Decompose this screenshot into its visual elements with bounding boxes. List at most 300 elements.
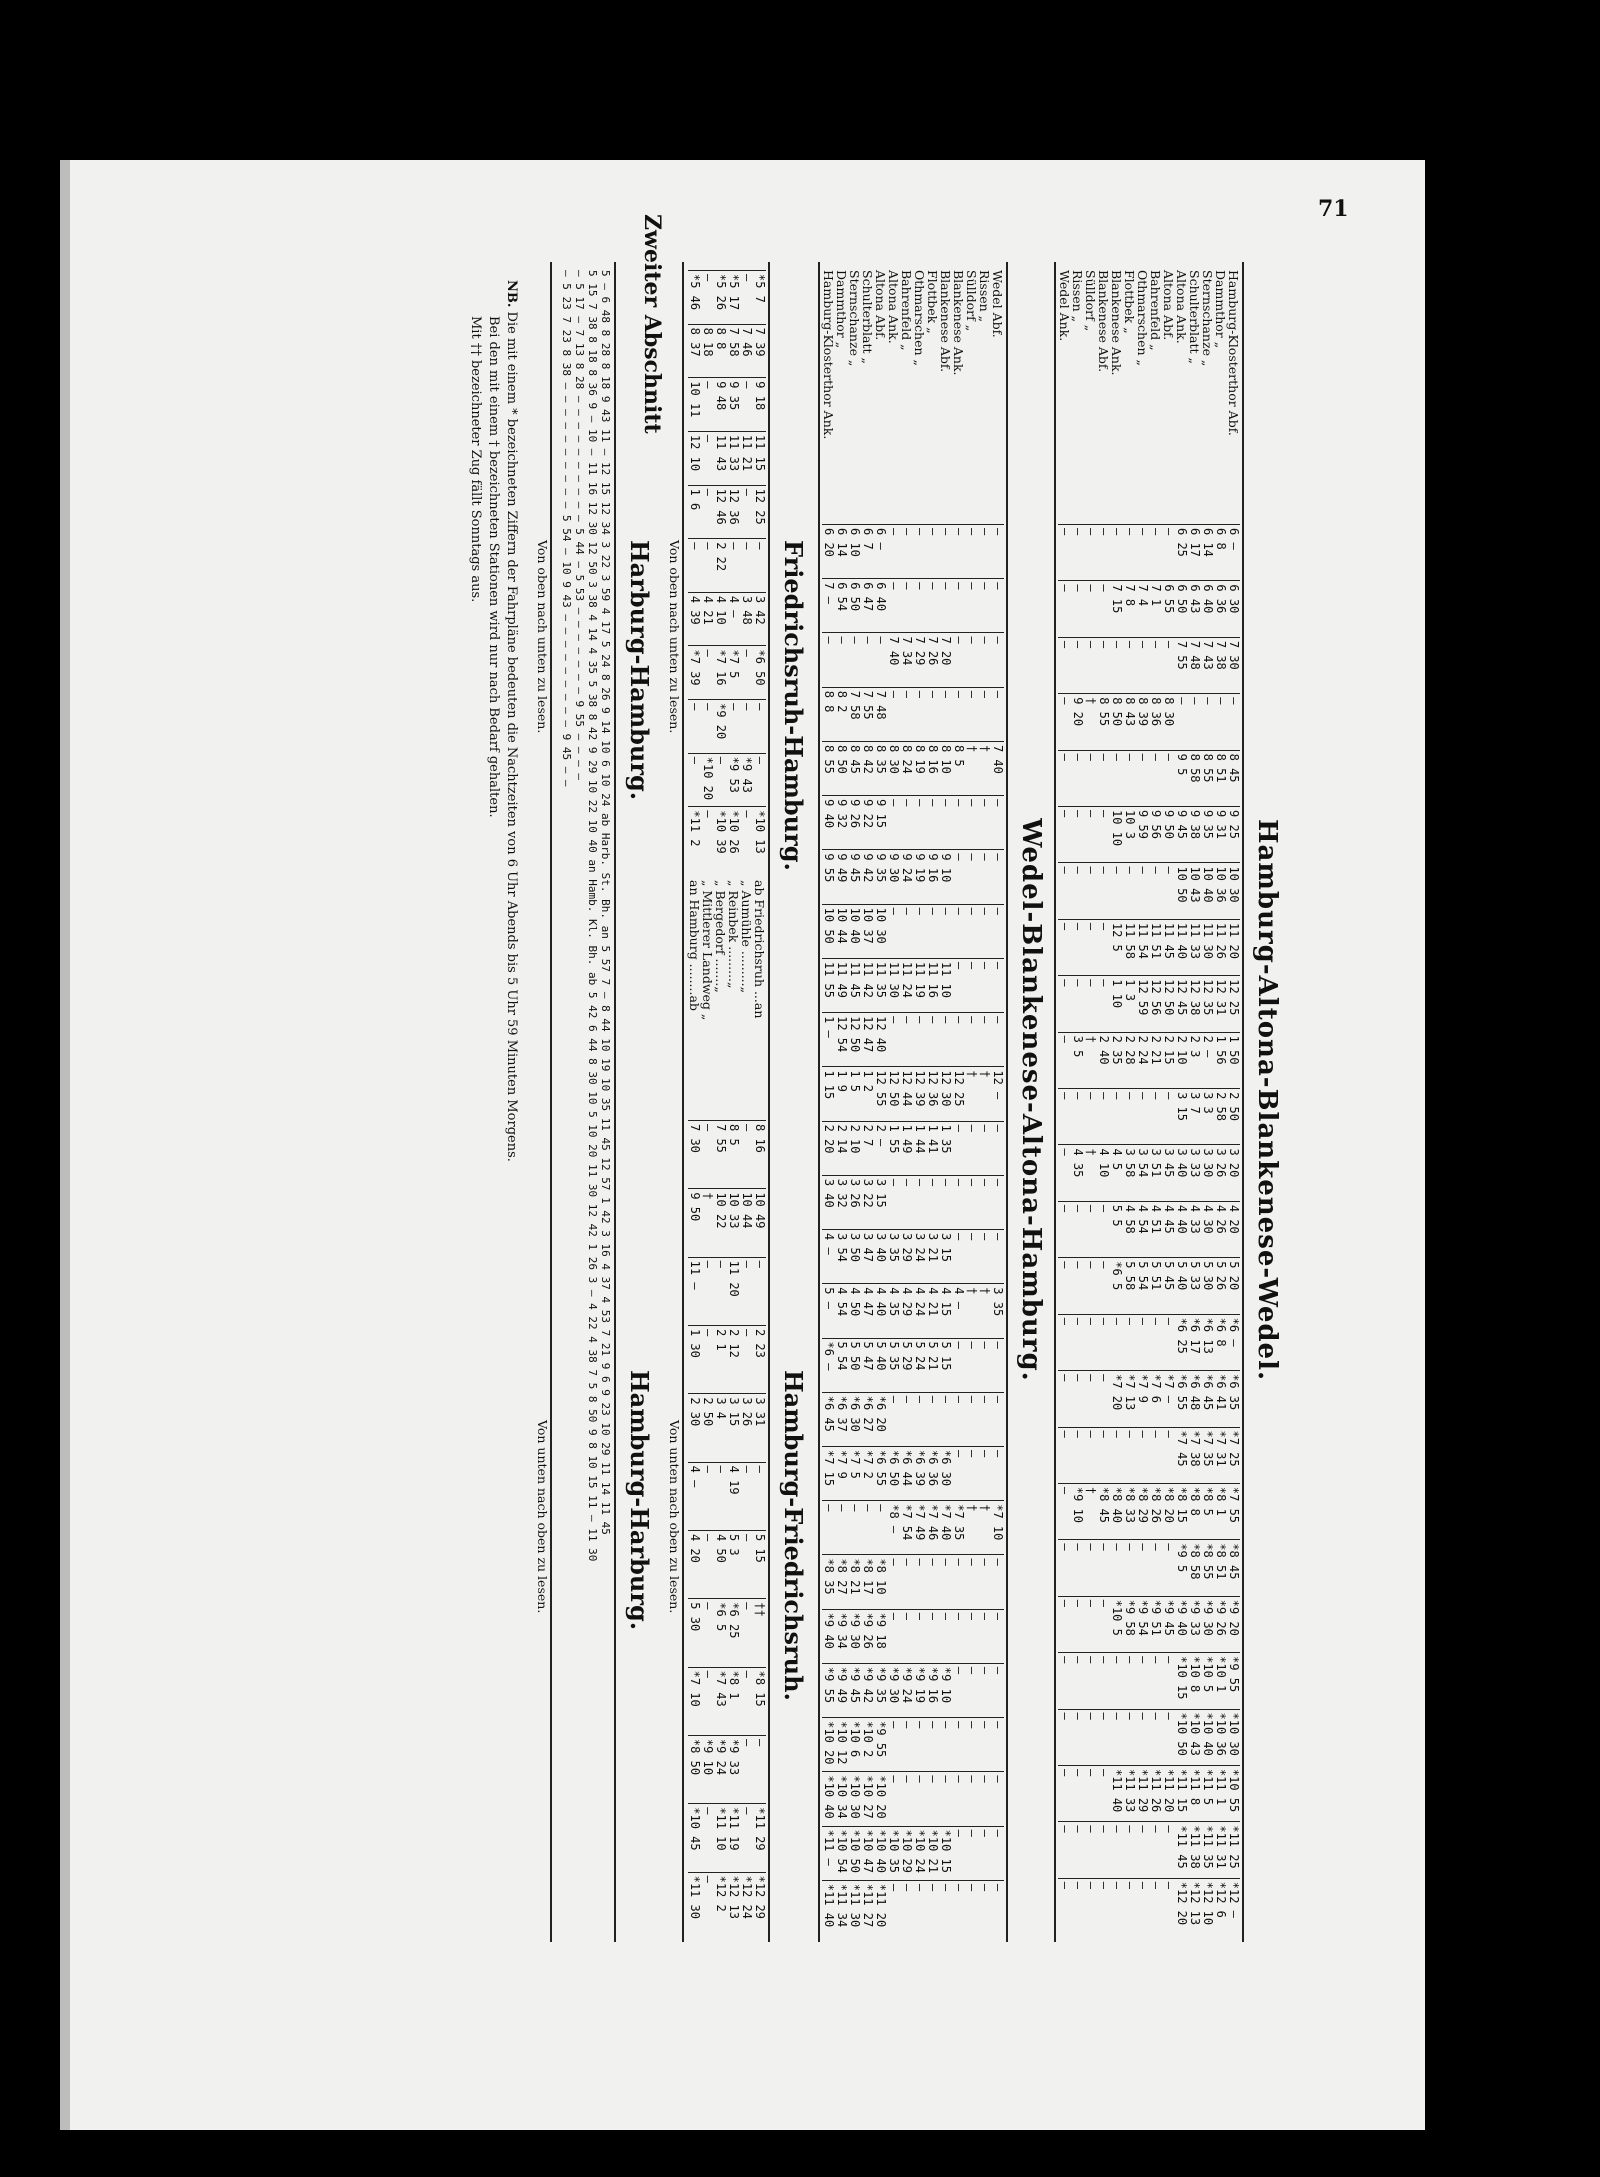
time-cell: *9 20 bbox=[714, 703, 728, 740]
station-name: Rissen „ bbox=[1070, 270, 1085, 323]
time-cell: — bbox=[1097, 1712, 1111, 1720]
time-cell: *6 — bbox=[1227, 1317, 1241, 1347]
time-cell: 1 49 bbox=[900, 1124, 914, 1154]
time-cell: 12 54 bbox=[835, 1016, 849, 1053]
time-cell: 7 30 bbox=[1227, 640, 1241, 670]
time-cell: 3 15 bbox=[1175, 1092, 1189, 1121]
time-cell: *6 55 bbox=[1175, 1374, 1189, 1411]
time-cell: — bbox=[740, 1738, 754, 1747]
time-cell: — bbox=[1097, 810, 1111, 818]
time-cell: *10 45 bbox=[688, 1807, 702, 1851]
time-cell: *9 58 bbox=[1123, 1599, 1137, 1636]
time-cell: 2 12 bbox=[727, 1328, 741, 1358]
time-cell: 7 48 bbox=[1188, 640, 1202, 670]
station-name: Sternschanze „ bbox=[1200, 270, 1215, 367]
time-cell: — bbox=[952, 690, 966, 698]
time-cell: — bbox=[965, 1558, 979, 1566]
time-cell: — bbox=[822, 1504, 836, 1512]
time-cell: 8 30 bbox=[1162, 697, 1176, 727]
time-cell: — bbox=[887, 1178, 901, 1187]
time-cell: — bbox=[952, 961, 966, 970]
time-cell: 8 50 bbox=[835, 744, 849, 774]
time-cell: — bbox=[1097, 1825, 1111, 1833]
time-cell: 10 44 bbox=[835, 907, 849, 944]
time-cell: 11 42 bbox=[861, 961, 875, 998]
time-cell: 11 19 bbox=[913, 961, 927, 998]
time-cell: *7 25 bbox=[1227, 1430, 1241, 1467]
time-cell: — bbox=[848, 636, 862, 644]
time-cell: — bbox=[1123, 1430, 1137, 1438]
time-cell: 4 19 bbox=[727, 1465, 741, 1495]
time-cell: — bbox=[900, 1775, 914, 1783]
time-cell: — bbox=[1084, 922, 1098, 931]
time-cell: — bbox=[926, 1883, 940, 1892]
time-cell: — bbox=[1058, 753, 1072, 761]
time-cell: 5 33 bbox=[1188, 1261, 1202, 1291]
time-cell: *10 40 bbox=[1201, 1712, 1215, 1756]
time-cell: — bbox=[991, 1829, 1005, 1837]
time-cell: — bbox=[952, 907, 966, 915]
time-cell: — bbox=[701, 1328, 715, 1337]
time-cell: — bbox=[913, 1016, 927, 1024]
time-cell: † bbox=[978, 1070, 992, 1078]
time-cell: — bbox=[1071, 1825, 1085, 1833]
time-cell: — bbox=[1097, 528, 1111, 536]
time-cell: — bbox=[887, 1016, 901, 1024]
train-column bbox=[1058, 862, 1240, 918]
time-cell: *9 55 bbox=[822, 1666, 836, 1704]
time-cell: — bbox=[1084, 1768, 1098, 1777]
time-cell: — bbox=[991, 1666, 1005, 1675]
time-cell: 1 30 bbox=[688, 1328, 702, 1358]
time-cell: 12 10 bbox=[688, 434, 702, 472]
train-column bbox=[688, 1325, 766, 1393]
time-cell: 11 10 bbox=[939, 961, 953, 998]
time-cell: 7 46 bbox=[740, 327, 754, 357]
time-cell: *11 31 bbox=[1214, 1825, 1228, 1869]
time-cell: — bbox=[1110, 1656, 1124, 1664]
time-cell: — bbox=[1071, 1204, 1085, 1213]
time-cell: — bbox=[965, 1124, 979, 1132]
time-cell: — bbox=[926, 690, 940, 698]
train-column bbox=[822, 1338, 1004, 1392]
station-name: Schulterblatt „ bbox=[860, 270, 875, 365]
time-cell: *6 45 bbox=[1201, 1374, 1215, 1411]
time-cell: 12 25 bbox=[952, 1070, 966, 1107]
harburg-row-b: 5 15 7 38 8 18 8 36 9 — 10 — 11 16 12 30 12 50 3 38 4 14 4 35 5 38 8 42 9 29 10 22 10 40 an Hamb. Kl. Bh. ab 5 42 6 44 8 30 10 5 10 20 11 30 12 42 1 26 3 — 4 22 4 38 7 5 8 50 9 8 10 15 11 — 11 30 bbox=[586, 270, 599, 1562]
time-cell: *7 35 bbox=[1201, 1430, 1215, 1467]
station-name: Rissen „ bbox=[977, 270, 992, 323]
time-cell: 4 — bbox=[822, 1233, 836, 1255]
time-cell: 5 24 bbox=[913, 1341, 927, 1371]
time-cell: 8 5 bbox=[952, 744, 966, 767]
time-cell: — bbox=[991, 690, 1005, 698]
station-name: „ Mittlerer Landweg „ bbox=[700, 880, 715, 1021]
time-cell: *11 15 bbox=[1175, 1768, 1189, 1813]
time-cell: — bbox=[1097, 1317, 1111, 1325]
train-column bbox=[1058, 1765, 1240, 1821]
time-cell: — bbox=[1110, 640, 1124, 649]
time-cell: *9 34 bbox=[835, 1612, 849, 1649]
time-cell: — bbox=[1097, 640, 1111, 649]
time-cell: — bbox=[727, 542, 741, 550]
train-column bbox=[1058, 1370, 1240, 1426]
time-cell: *6 30 bbox=[939, 1449, 953, 1487]
time-cell: — bbox=[701, 381, 715, 389]
time-cell: — bbox=[991, 853, 1005, 861]
time-cell: — bbox=[1084, 1825, 1098, 1833]
time-cell: — bbox=[1058, 810, 1072, 818]
time-cell: — bbox=[1149, 1543, 1163, 1551]
time-cell: 11 33 bbox=[1188, 922, 1202, 959]
time-cell: 3 15 bbox=[874, 1178, 888, 1208]
time-cell: — bbox=[939, 1395, 953, 1403]
train-column bbox=[822, 1717, 1004, 1771]
time-cell: *10 5 bbox=[1201, 1656, 1215, 1693]
time-cell: — bbox=[926, 1612, 940, 1620]
train-column bbox=[1058, 1032, 1240, 1088]
time-cell: — bbox=[991, 1449, 1005, 1458]
time-cell: 8 16 bbox=[753, 1124, 767, 1153]
time-cell: — bbox=[978, 1829, 992, 1837]
time-cell: 12 — bbox=[991, 1070, 1005, 1100]
time-cell: — bbox=[900, 1612, 914, 1620]
time-cell: *8 21 bbox=[848, 1558, 862, 1595]
time-cell: 12 59 bbox=[1136, 979, 1150, 1016]
harburg-row-a: 5 — 6 48 8 28 8 18 9 43 11 — 12 15 12 34 3 22 3 59 4 17 5 24 8 26 9 14 10 6 10 24 ab Harb. St. Bh. an 5 57 7 — 8 44 10 19 10 35 11 45 12 57 1 42 3 16 4 37 4 53 7 21 9 6 9 23 10 29 11 14 11 45 bbox=[599, 270, 612, 1535]
time-cell: 9 35 bbox=[1201, 810, 1215, 839]
time-cell: — bbox=[740, 1602, 754, 1610]
time-cell: — bbox=[1123, 866, 1137, 874]
time-cell: — bbox=[913, 1395, 927, 1403]
time-cell: 12 50 bbox=[1162, 979, 1176, 1016]
time-cell: — bbox=[952, 1395, 966, 1403]
time-cell: — bbox=[900, 1558, 914, 1566]
time-cell: — bbox=[1058, 1599, 1072, 1607]
time-cell: — bbox=[978, 907, 992, 915]
friedrichsruh-right-title: Hamburg-Friedrichsruh. bbox=[779, 1370, 808, 1701]
time-cell: — bbox=[978, 528, 992, 536]
time-cell: — bbox=[1058, 1712, 1072, 1720]
time-cell: 5 40 bbox=[1175, 1261, 1189, 1291]
time-cell: 9 50 bbox=[1162, 810, 1176, 839]
time-cell: 8 43 bbox=[1123, 697, 1137, 727]
time-cell: 2 15 bbox=[1162, 1035, 1176, 1065]
time-cell: — bbox=[952, 1558, 966, 1566]
time-cell: — bbox=[1149, 640, 1163, 649]
time-cell: — bbox=[861, 636, 875, 644]
friedrichsruh-right-grid bbox=[688, 1120, 766, 1940]
train-column bbox=[822, 958, 1004, 1012]
time-cell: 5 15 bbox=[939, 1341, 953, 1371]
time-cell: 11 45 bbox=[1162, 922, 1176, 959]
train-column bbox=[822, 1609, 1004, 1663]
time-cell: — bbox=[991, 636, 1005, 644]
time-cell: *11 27 bbox=[861, 1883, 875, 1928]
time-cell: † bbox=[1084, 1486, 1098, 1495]
time-cell: — bbox=[1084, 1374, 1098, 1382]
time-cell: *11 2 bbox=[688, 810, 702, 847]
train-column bbox=[688, 1462, 766, 1530]
time-cell: 9 49 bbox=[835, 853, 849, 883]
time-cell: — bbox=[1084, 979, 1098, 987]
time-cell: — bbox=[1084, 1543, 1098, 1551]
time-cell: *5 46 bbox=[688, 274, 702, 311]
time-cell: — bbox=[939, 1612, 953, 1620]
time-cell: 2 3 bbox=[1188, 1035, 1202, 1058]
time-cell: — bbox=[1201, 697, 1215, 705]
time-cell: *8 15 bbox=[753, 1670, 767, 1707]
time-cell: — bbox=[1097, 979, 1111, 987]
time-cell: — bbox=[1084, 810, 1098, 818]
time-cell: 1 55 bbox=[887, 1124, 901, 1154]
time-cell: 1 50 bbox=[1227, 1035, 1241, 1065]
time-cell: 4 21 bbox=[926, 1287, 940, 1317]
station-name: Othmarschen „ bbox=[1135, 270, 1150, 366]
time-cell: *9 5 bbox=[1175, 1543, 1189, 1573]
time-cell: 6 20 bbox=[822, 528, 836, 557]
time-cell: 5 — bbox=[822, 1287, 836, 1309]
time-cell: *6 48 bbox=[1188, 1374, 1202, 1411]
time-cell: — bbox=[753, 542, 767, 550]
time-cell: — bbox=[1084, 640, 1098, 649]
train-column bbox=[688, 1257, 766, 1325]
time-cell: *11 26 bbox=[1149, 1768, 1163, 1813]
time-cell: 3 22 bbox=[861, 1178, 875, 1208]
time-cell: 9 5 bbox=[1175, 753, 1189, 776]
time-cell: 2 58 bbox=[1214, 1092, 1228, 1121]
time-cell: 10 33 bbox=[727, 1192, 741, 1229]
time-cell: 7 26 bbox=[926, 636, 940, 666]
time-cell: — bbox=[740, 274, 754, 282]
train-column bbox=[1058, 1596, 1240, 1652]
time-cell: 8 24 bbox=[900, 744, 914, 774]
time-cell: — bbox=[740, 381, 754, 389]
section-heading: Zweiter Abschnitt bbox=[639, 214, 665, 434]
time-cell: 1 56 bbox=[1214, 1035, 1228, 1065]
time-cell: — bbox=[1058, 528, 1072, 536]
time-cell: 5 29 bbox=[900, 1341, 914, 1371]
time-cell: — bbox=[701, 1533, 715, 1542]
time-cell: 11 58 bbox=[1123, 922, 1137, 959]
train-column bbox=[822, 1771, 1004, 1825]
time-cell: 11 26 bbox=[1214, 922, 1228, 959]
station-name: ab Friedrichsruh ...an bbox=[752, 880, 767, 1019]
time-cell: 6 36 bbox=[1214, 584, 1228, 614]
friedrichsruh-stations bbox=[688, 880, 766, 1110]
time-cell: — bbox=[1136, 1317, 1150, 1325]
page-number: 71 bbox=[1318, 196, 1349, 222]
time-cell: — bbox=[1058, 1092, 1072, 1100]
time-cell: — bbox=[952, 528, 966, 536]
time-cell: 9 16 bbox=[926, 853, 940, 883]
time-cell: *6 41 bbox=[1214, 1374, 1228, 1411]
time-cell: — bbox=[991, 799, 1005, 807]
time-cell: — bbox=[1084, 1204, 1098, 1213]
train-column bbox=[822, 1012, 1004, 1066]
time-cell: — bbox=[913, 1558, 927, 1566]
time-cell: 3 29 bbox=[900, 1233, 914, 1262]
train-column bbox=[688, 806, 766, 860]
time-cell: 7 8 bbox=[1123, 584, 1137, 607]
time-cell: *11 19 bbox=[727, 1807, 741, 1851]
time-cell: — bbox=[926, 799, 940, 807]
time-cell: 9 56 bbox=[1149, 810, 1163, 839]
time-cell: — bbox=[1058, 979, 1072, 987]
time-cell: — bbox=[991, 1883, 1005, 1892]
time-cell: — bbox=[939, 528, 953, 536]
time-cell: *9 24 bbox=[714, 1738, 728, 1776]
time-cell: — bbox=[1123, 1881, 1137, 1889]
time-cell: 11 24 bbox=[900, 961, 914, 998]
time-cell: *6 20 bbox=[874, 1395, 888, 1432]
time-cell: — bbox=[952, 1449, 966, 1458]
time-cell: — bbox=[926, 1178, 940, 1187]
time-cell: 9 45 bbox=[848, 853, 862, 883]
time-cell: 4 40 bbox=[874, 1287, 888, 1317]
harburg-rows bbox=[560, 270, 612, 1940]
time-cell: 11 35 bbox=[874, 961, 888, 998]
time-cell: — bbox=[1110, 1712, 1124, 1720]
train-column bbox=[1058, 1539, 1240, 1595]
time-cell: 12 44 bbox=[900, 1070, 914, 1107]
time-cell: — bbox=[900, 690, 914, 698]
table1-grid bbox=[1058, 524, 1240, 1934]
time-cell: — bbox=[1097, 1204, 1111, 1213]
time-cell: 4 20 bbox=[1227, 1204, 1241, 1234]
time-cell: *10 6 bbox=[848, 1721, 862, 1758]
time-cell: — bbox=[952, 582, 966, 590]
time-cell: — bbox=[1110, 528, 1124, 536]
time-cell: — bbox=[1058, 1881, 1072, 1889]
time-cell: — bbox=[939, 1721, 953, 1729]
train-column bbox=[688, 753, 766, 807]
harburg-note-right: Von unten nach oben zu lesen. bbox=[535, 1420, 550, 1614]
time-cell: — bbox=[727, 703, 741, 711]
time-cell: — bbox=[887, 1558, 901, 1566]
train-column bbox=[1058, 806, 1240, 862]
time-cell: — bbox=[900, 1721, 914, 1729]
time-cell: 8 55 bbox=[1097, 697, 1111, 727]
time-cell: 2 30 bbox=[688, 1397, 702, 1427]
time-cell: — bbox=[1162, 1317, 1176, 1325]
time-cell: — bbox=[1123, 1317, 1137, 1325]
time-cell: — bbox=[991, 1721, 1005, 1729]
time-cell: 4 58 bbox=[1123, 1204, 1137, 1234]
time-cell: 1 2 bbox=[861, 1070, 875, 1093]
time-cell: 12 56 bbox=[1149, 979, 1163, 1016]
time-cell: 6 7 bbox=[861, 528, 875, 550]
time-cell: *5 7 bbox=[753, 274, 767, 303]
time-cell: *11 33 bbox=[1123, 1768, 1137, 1813]
time-cell: *10 15 bbox=[1175, 1656, 1189, 1700]
time-cell: 7 20 bbox=[939, 636, 953, 666]
station-name: Blankenese Ank. bbox=[951, 270, 966, 376]
train-column bbox=[1058, 1709, 1240, 1765]
time-cell: *8 27 bbox=[835, 1558, 849, 1595]
station-name: Flottbek „ bbox=[1122, 270, 1137, 334]
time-cell: *8 45 bbox=[1097, 1486, 1111, 1524]
time-cell: — bbox=[952, 1016, 966, 1024]
time-cell: 10 50 bbox=[822, 907, 836, 944]
time-cell: — bbox=[1058, 697, 1072, 705]
time-cell: — bbox=[900, 907, 914, 915]
time-cell: *6 50 bbox=[887, 1449, 901, 1487]
time-cell: — bbox=[939, 907, 953, 915]
time-cell: 6 14 bbox=[835, 528, 849, 557]
train-column bbox=[822, 1066, 1004, 1120]
time-cell: — bbox=[1071, 922, 1085, 931]
time-cell: — bbox=[688, 703, 702, 711]
time-cell: — bbox=[887, 799, 901, 807]
time-cell: — bbox=[952, 1612, 966, 1620]
time-cell: *10 24 bbox=[913, 1829, 927, 1873]
time-cell: *10 20 bbox=[701, 756, 715, 801]
time-cell: 3 35 bbox=[991, 1287, 1005, 1317]
time-cell: 9 31 bbox=[1214, 810, 1228, 839]
time-cell: 6 — bbox=[874, 528, 888, 550]
time-cell: *11 38 bbox=[1188, 1825, 1202, 1869]
time-cell: *9 18 bbox=[874, 1612, 888, 1649]
time-cell: *12 — bbox=[1227, 1881, 1241, 1918]
time-cell: — bbox=[887, 1395, 901, 1403]
time-cell: — bbox=[887, 1883, 901, 1892]
time-cell: — bbox=[1058, 1486, 1072, 1495]
time-cell: 4 50 bbox=[848, 1287, 862, 1317]
time-cell: — bbox=[1071, 1430, 1085, 1438]
time-cell: — bbox=[965, 799, 979, 807]
time-cell: *9 30 bbox=[887, 1666, 901, 1704]
station-name: Blankenese Abf. bbox=[1096, 270, 1111, 373]
train-column bbox=[822, 1283, 1004, 1337]
time-cell: — bbox=[952, 1721, 966, 1729]
time-cell: 3 3 bbox=[1201, 1092, 1215, 1114]
time-cell: 5 15 bbox=[753, 1533, 767, 1563]
time-cell: 3 26 bbox=[1214, 1148, 1228, 1178]
time-cell: *10 21 bbox=[926, 1829, 940, 1873]
time-cell: 9 55 bbox=[822, 853, 836, 883]
time-cell: 3 21 bbox=[926, 1233, 940, 1262]
station-name: Bahrenfeld „ bbox=[899, 270, 914, 351]
time-cell: — bbox=[701, 542, 715, 550]
time-cell: 7 — bbox=[822, 582, 836, 604]
time-cell: 8 8 bbox=[822, 690, 836, 713]
time-cell: — bbox=[1227, 697, 1241, 705]
time-cell: — bbox=[913, 907, 927, 915]
time-cell: 11 40 bbox=[1175, 922, 1189, 959]
time-cell: — bbox=[874, 1504, 888, 1512]
time-cell: — bbox=[965, 690, 979, 698]
time-cell: — bbox=[1149, 753, 1163, 761]
train-column bbox=[688, 1598, 766, 1666]
time-cell: — bbox=[965, 853, 979, 861]
time-cell: — bbox=[1123, 1092, 1137, 1100]
time-cell: 5 30 bbox=[1201, 1261, 1215, 1291]
time-cell: *6 50 bbox=[753, 649, 767, 686]
time-cell: *7 54 bbox=[900, 1504, 914, 1541]
friedrichsruh-note-right: Von unten nach oben zu lesen. bbox=[667, 1420, 682, 1614]
time-cell: † bbox=[1084, 697, 1098, 705]
time-cell: — bbox=[978, 690, 992, 698]
time-cell: 9 10 bbox=[939, 853, 953, 883]
time-cell: 12 25 bbox=[753, 488, 767, 525]
time-cell: 2 24 bbox=[1136, 1035, 1150, 1065]
time-cell: *6 13 bbox=[1201, 1317, 1215, 1354]
time-cell: — bbox=[1058, 1261, 1072, 1269]
time-cell: 3 50 bbox=[848, 1233, 862, 1262]
time-cell: 12 40 bbox=[874, 1016, 888, 1053]
station-name: Schulterblatt „ bbox=[1187, 270, 1202, 365]
